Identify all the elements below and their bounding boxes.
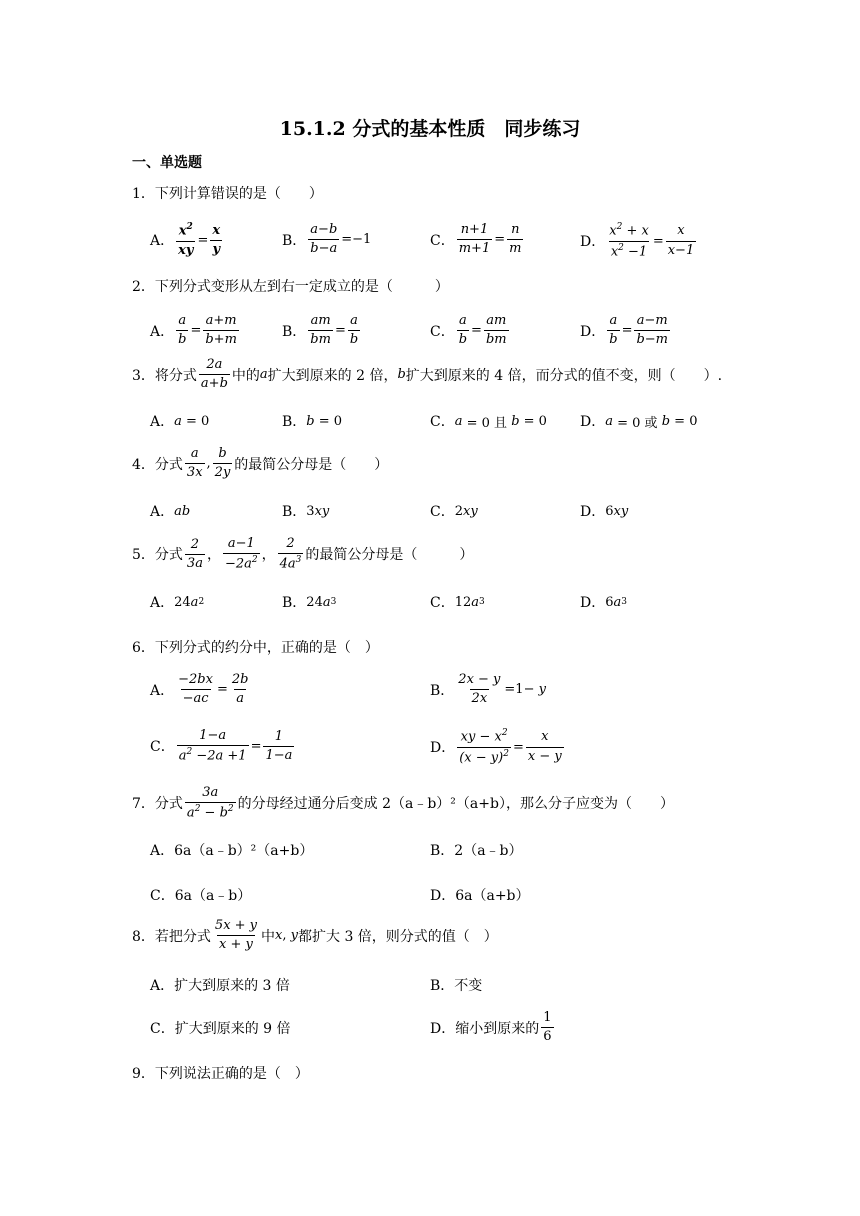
question-8-stem: 8．若把分式 $\frac{5x + y}{x + y}$ 中 x , y 都扩大 3 倍，则分式的值（ ） bbox=[132, 918, 498, 953]
question-1-option-c[interactable]: C． $\frac{n+1}{m+1}$ = $\frac{n}{m}$ bbox=[430, 222, 522, 257]
question-2-option-a[interactable]: A． $\frac{a}{b}$ = $\frac{a+m}{b+m}$ bbox=[150, 313, 237, 348]
question-2-option-d[interactable]: D． $\frac{a}{b}$ = $\frac{a-m}{b-m}$ bbox=[580, 313, 669, 348]
question-7-option-b[interactable]: B．2（a﹣b） bbox=[430, 843, 523, 859]
question-5-option-b[interactable]: B． 24 a 3 bbox=[282, 594, 337, 611]
question-6-option-c[interactable]: C． $\frac{1-a}{a^2 -2a +1}$ = $\frac{1}{1-a}$ bbox=[150, 728, 293, 764]
question-7-stem: 7．分式 $\frac{3a}{a^2 - b^2}$ 的分母经过通分后变成 2（a﹣b）²（a+b），那么分子应变为（ ） bbox=[132, 785, 674, 821]
question-8-option-b[interactable]: B．不变 bbox=[430, 978, 483, 994]
question-8-option-c[interactable]: C．扩大到原来的 9 倍 bbox=[150, 1021, 291, 1037]
question-8-option-a[interactable]: A．扩大到原来的 3 倍 bbox=[150, 978, 290, 994]
question-2-stem: 2．下列分式变形从左到右一定成立的是（ ） bbox=[132, 279, 449, 295]
question-4-option-c[interactable]: C． 2 xy bbox=[430, 503, 478, 520]
question-6-option-a[interactable]: A． $\frac{-2bx}{-ac}$ = $\frac{2b}{a}$ bbox=[150, 672, 249, 707]
question-1-option-a[interactable]: A． $\frac{x^2}{xy}$ = $\frac{x}{y}$ bbox=[150, 222, 221, 258]
question-4-option-d[interactable]: D． 6 xy bbox=[580, 503, 629, 520]
question-8-option-d[interactable]: D．缩小到原来的 $\frac{1}{6}$ bbox=[430, 1010, 552, 1045]
question-6-option-b[interactable]: B． $\frac{2x - y}{2x}$ =1− y bbox=[430, 672, 546, 707]
question-1-stem: 1．下列计算错误的是（ ） bbox=[132, 186, 323, 202]
question-4-stem: 4．分式 $\frac{a}{3x}$ , $\frac{b}{2y}$ 的最简公分母是（ ） bbox=[132, 446, 389, 481]
question-3-option-b[interactable]: B． b = 0 bbox=[282, 413, 343, 430]
question-7-option-c[interactable]: C．6a（a﹣b） bbox=[150, 888, 252, 904]
question-3-option-c[interactable]: C． a = 0 且 b = 0 bbox=[430, 413, 547, 431]
question-6-stem: 6．下列分式的约分中，正确的是（ ） bbox=[132, 640, 379, 656]
question-5-stem: 5．分式 $\frac{2}{3a}$ ， $\frac{a-1}{-2a^2}$ ， $\frac{2}{4a^3}$ 的最简公分母是（ ） bbox=[132, 536, 474, 572]
question-4-option-b[interactable]: B． 3 xy bbox=[282, 503, 330, 520]
question-1-option-b[interactable]: B． $\frac{a-b}{b-a}$ =−1 bbox=[282, 222, 372, 257]
question-7-option-d[interactable]: D．6a（a+b） bbox=[430, 888, 530, 904]
question-5-option-d[interactable]: D． 6 a 3 bbox=[580, 594, 628, 611]
question-7-option-a[interactable]: A．6a（a﹣b）²（a+b） bbox=[150, 843, 314, 859]
question-5-option-a[interactable]: A． 24 a 2 bbox=[150, 594, 205, 611]
question-5-option-c[interactable]: C． 12 a 3 bbox=[430, 594, 485, 611]
page-title: 15.1.2 分式的基本性质 同步练习 bbox=[279, 118, 581, 140]
question-3-option-d[interactable]: D． a = 0 或 b = 0 bbox=[580, 413, 698, 431]
question-9-stem: 9．下列说法正确的是（ ） bbox=[132, 1066, 309, 1082]
question-2-option-c[interactable]: C． $\frac{a}{b}$ = $\frac{am}{bm}$ bbox=[430, 313, 507, 348]
question-1-option-d[interactable]: D． $\frac{x^2 + x}{x^2 -1}$ = $\frac{x}{x-1}$ bbox=[580, 222, 695, 259]
question-4-option-a[interactable]: A． ab bbox=[150, 503, 191, 520]
question-2-option-b[interactable]: B． $\frac{am}{bm}$ = $\frac{a}{b}$ bbox=[282, 313, 359, 348]
section-heading: 一、单选题 bbox=[132, 155, 202, 171]
question-3-stem: 3．将分式 $\frac{2a}{a+b}$ 中的 a 扩大到原来的 2 倍， b 扩大到原来的 4 倍，而分式的值不变，则（ ）. bbox=[132, 357, 723, 392]
question-3-option-a[interactable]: A． a = 0 bbox=[150, 413, 210, 430]
question-6-option-d[interactable]: D． $\frac{xy - x^2}{(x - y)^2}$ = $\frac{x}{x - y}$ bbox=[430, 728, 562, 765]
